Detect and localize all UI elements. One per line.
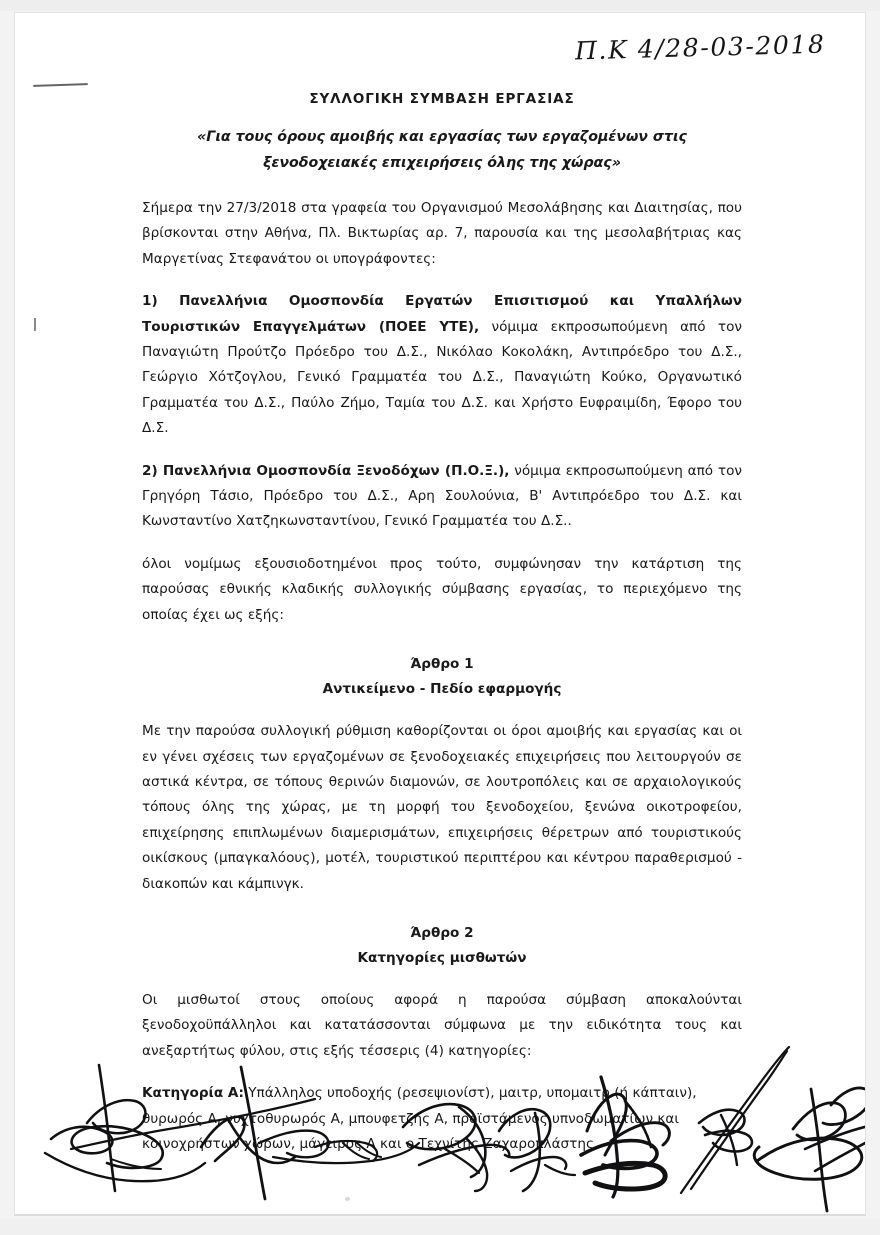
signature-7 xyxy=(754,1088,866,1211)
intro-paragraph: Σήμερα την 27/3/2018 στα γραφεία του Οργανισμού Μεσολάβησης και Διαιτησίας, που βρίσκονται στην Αθήνα, Πλ. Βικτωρίας αρ. 7, παρουσία και της μεσολαβήτριας κας Μαργετίνας Στεφανάτου οι υπογράφοντες: xyxy=(142,200,742,267)
scan-bottom-band xyxy=(0,1219,880,1235)
party-one-paragraph xyxy=(142,289,742,441)
document-subtitle: «Για τους όρους αμοιβής και εργασίας των εργαζομένων στις ξενοδοχειακές επιχειρήσεις όλης της χώρας» xyxy=(197,129,687,171)
category-a-paragraph xyxy=(142,1081,742,1157)
party-two-lead: 2) Πανελλήνια Ομοσπονδία Ξενοδόχων (Π.Ο.Ξ.), xyxy=(142,462,510,479)
scan-speck xyxy=(345,1197,350,1201)
party-one-lead: 1) Πανελλήνια Ομοσπονδία Εργατών Επισιτισμού και Υπαλλήλων Τουριστικών Επαγγελμάτων (ΠΟΕΕ ΥΤΕ), xyxy=(142,293,742,335)
party-two-paragraph xyxy=(142,459,742,535)
article-2-body: Οι μισθωτοί στους οποίους αφορά η παρούσα σύμβαση αποκαλούνται ξενοδοχοϋπάλληλοι και κατατάσσονται σύμφωνα με την ειδικότητα τους και ανεξαρτήτως φύλου, στις εξής τέσσερις (4) κατηγορίες: xyxy=(142,991,742,1059)
article-2-number: Άρθρο 2 xyxy=(410,924,474,941)
handwritten-reference-note: Π.Κ 4/28-03-2018 xyxy=(574,29,826,66)
document-page xyxy=(14,12,866,1216)
category-a-lead: Κατηγορία Α: xyxy=(142,1085,244,1102)
agreement-paragraph: όλοι νομίμως εξουσιοδοτημένοι προς τούτο, συμφώνησαν την κατάρτιση της παρούσας εθνικής κλαδικής συλλογικής σύμβασης εργασίας, το περιεχόμενο της οποίας έχει ως εξής: xyxy=(142,555,742,623)
margin-ink-stroke xyxy=(33,83,88,87)
document-text-column xyxy=(142,91,742,1174)
document-title: ΣΥΛΛΟΓΙΚΗ ΣΥΜΒΑΣΗ ΕΡΓΑΣΙΑΣ xyxy=(309,91,575,107)
margin-ink-dot xyxy=(34,318,36,331)
article-2-heading: Κατηγορίες μισθωτών xyxy=(357,949,527,966)
party-two-rest: νόμιμα εκπροσωπούμενη από τον Γρηγόρη Τάσιο, Πρόεδρο του Δ.Σ., Αρη Σουλούνια, Β' Αντιπρόεδρο του Δ.Σ. και Κωνσταντίνο Χατζηκωνσταντίνου, Γενικό Γραμματέα του Δ.Σ.. xyxy=(142,462,742,530)
article-1-body: Με την παρούσα συλλογική ρύθμιση καθορίζονται οι όροι αμοιβής και εργασίας και οι εν γένει σχέσεις των εργαζομένων σε ξενοδοχειακές επιχειρήσεις που λειτουργούν σε αστικά κέντρα, σε τόπους θερινών διαμονών, σε λουτροπόλεις και σε αρχαιολογικούς τόπους όλης της χώρας, με τη μορφή του ξενοδοχείου, ξενώνα οικοτροφείου, επιχείρησης επιπλωμένων διαμερισμάτων, επιχειρήσεις θέρετρων από τουριστικούς οικίσκους (μπαγκαλόους), μοτέλ, τουριστικού περιπτέρου και κέντρου παραθερισμού - διακοπών και κάμπινγκ. xyxy=(142,723,742,892)
category-a-rest: Υπάλληλος υποδοχής (ρεσεψιονίστ), μαιτρ, υπομαιτρ (ή κάπταιν), θυρωρός Α, νυχτοθυρωρός Α, μπουφετζής Α, προϊστάμενος υπνοδωματίων και κοινοχρήστων χώρων, μάγειρος Α και ο Τεχνίτης Ζαχαροπλάστης xyxy=(142,1085,697,1152)
article-1-number: Άρθρο 1 xyxy=(410,656,474,673)
article-1-heading: Αντικείμενο - Πεδίο εφαρμογής xyxy=(322,681,562,698)
scan-top-band xyxy=(0,0,880,11)
party-one-rest: νόμιμα εκπροσωπούμενη από τον Παναγιώτη Προύτζο Πρόεδρο του Δ.Σ., Νικόλαο Κοκολάκη, Αντιπρόεδρο του Δ.Σ., Γεώργιο Χότζογλου, Γενικό Γραμματέα του Δ.Σ., Παναγιώτη Κούκο, Οργανωτικό Γραμματέα του Δ.Σ., Παύλο Ζήμο, Ταμία του Δ.Σ. και Χρήστο Ευφραιμίδη, Έφορο του Δ.Σ. xyxy=(142,318,742,437)
